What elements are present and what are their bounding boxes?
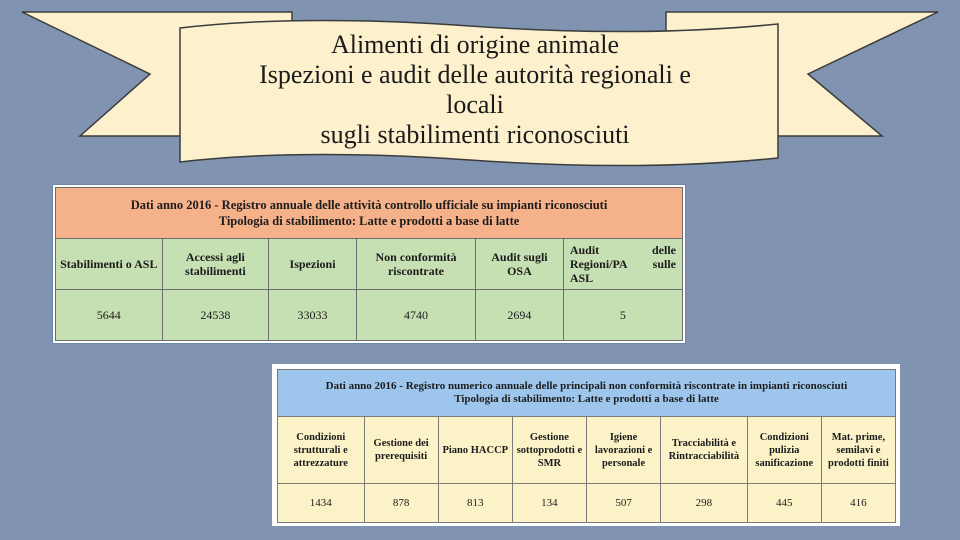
col-header-audit-regioni: Audit delle Regioni/PA sulle ASL [563, 239, 682, 290]
col-header-igiene-lavorazioni: Igiene lavorazioni e personale [586, 417, 660, 484]
col-header-tracciabilita: Tracciabilità e Rintracciabilità [661, 417, 748, 484]
inspections-table-grid [55, 187, 683, 341]
value-igiene-lavorazioni: 507 [586, 484, 660, 523]
col-header-stabilimenti: Stabilimenti o ASL [56, 239, 163, 290]
col-header-ispezioni: Ispezioni [269, 239, 357, 290]
value-stabilimenti: 5644 [56, 290, 163, 341]
col-header-gestione-sottoprodotti: Gestione sottoprodotti e SMR [512, 417, 586, 484]
col-header-audit-osa: Audit sugli OSA [476, 239, 564, 290]
col-header-piano-haccp: Piano HACCP [438, 417, 512, 484]
non-conformities-table-grid [277, 369, 896, 523]
value-condizioni-pulizia: 445 [747, 484, 821, 523]
value-non-conformita: 4740 [356, 290, 475, 341]
value-accessi: 24538 [162, 290, 269, 341]
non-conformities-heading-line-1: Dati anno 2016 - Registro numerico annuale delle principali non conformità riscontrate in impianti riconosciuti [325, 380, 848, 392]
inspections-table-heading-line-2: Tipologia di stabilimento: Latte e prodotti a base di latte [218, 214, 520, 228]
inspections-table-heading-line-1: Dati anno 2016 - Registro annuale delle attività controllo ufficiale su impianti riconosciuti [130, 198, 608, 212]
banner-title-line-3: locali [446, 90, 504, 119]
value-ispezioni: 33033 [269, 290, 357, 341]
banner-title-line-4: sugli stabilimenti riconosciuti [320, 120, 630, 149]
value-gestione-prerequisiti: 878 [364, 484, 438, 523]
inspections-table [52, 184, 686, 344]
value-audit-regioni: 5 [563, 290, 682, 341]
banner-title-line-2: Ispezioni e audit delle autorità regionali e [259, 60, 691, 89]
inspections-table-heading [56, 188, 683, 239]
value-gestione-sottoprodotti: 134 [512, 484, 586, 523]
non-conformities-table-heading [278, 370, 896, 417]
col-header-condizioni-strutturali: Condizioni strutturali e attrezzature [278, 417, 365, 484]
value-piano-haccp: 813 [438, 484, 512, 523]
banner-title-line-1: Alimenti di origine animale [330, 30, 620, 59]
value-tracciabilita: 298 [661, 484, 748, 523]
col-header-accessi: Accessi agli stabilimenti [162, 239, 269, 290]
value-materie-prime: 416 [821, 484, 895, 523]
col-header-materie-prime: Mat. prime, semilavi e prodotti finiti [821, 417, 895, 484]
col-header-condizioni-pulizia: Condizioni pulizia sanificazione [747, 417, 821, 484]
non-conformities-table [272, 364, 900, 526]
value-audit-osa: 2694 [476, 290, 564, 341]
col-header-gestione-prerequisiti: Gestione dei prerequisiti [364, 417, 438, 484]
non-conformities-heading-line-2: Tipologia di stabilimento: Latte e prodotti a base di latte [454, 393, 719, 405]
banner-title [180, 30, 770, 150]
col-header-non-conformita: Non conformità riscontrate [356, 239, 475, 290]
value-condizioni-strutturali: 1434 [278, 484, 365, 523]
